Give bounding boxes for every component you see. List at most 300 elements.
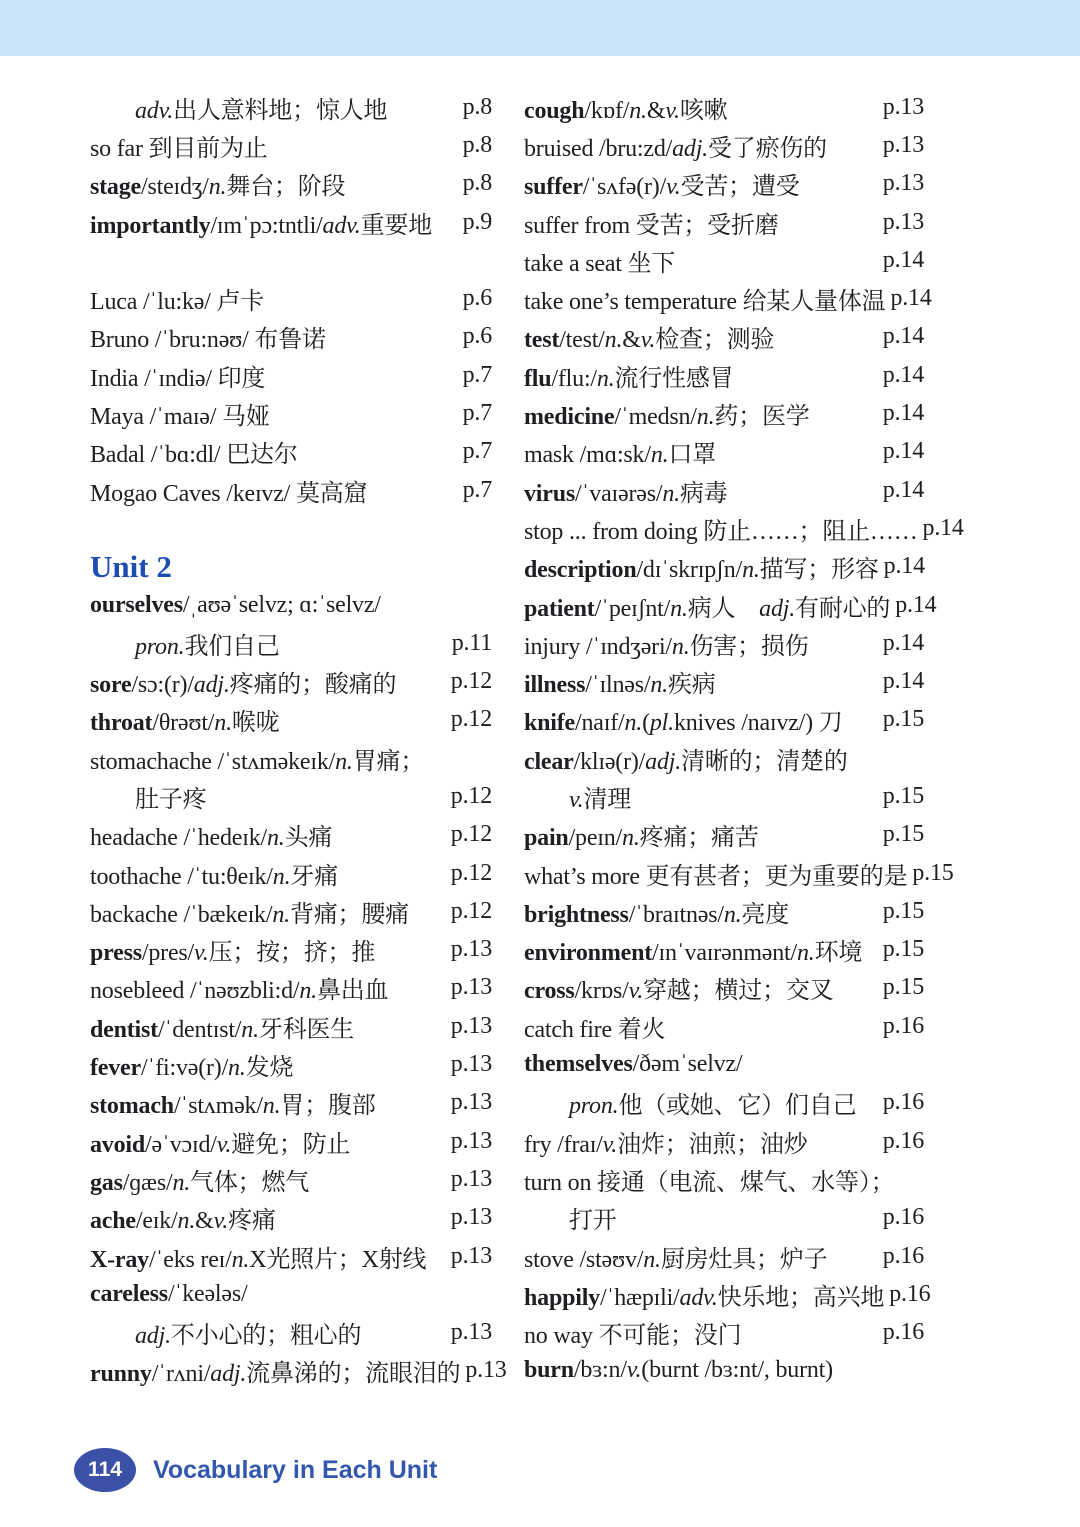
entry-body: Badal /ˈbɑ:dl/ 巴达尔 (90, 442, 298, 469)
entry-body: 重要地 (360, 212, 433, 239)
entry-body: 头痛 (284, 825, 333, 852)
vocab-entry (524, 701, 924, 739)
entry-text (524, 205, 779, 240)
part-of-speech: n. (696, 404, 715, 431)
entry-word: dentist (90, 1016, 158, 1043)
page-ref: p.14 (882, 323, 924, 350)
entry-body: /klɪə(r)/ (573, 748, 646, 775)
entry-body: 快乐地；高兴地 (717, 1284, 885, 1311)
entry-text (524, 626, 809, 661)
entry-text (90, 1124, 350, 1159)
vocab-entry (524, 1045, 924, 1083)
entry-body: 疾病 (667, 672, 716, 699)
entry-body: Bruno /ˈbru:nəʊ/ 布鲁诺 (90, 327, 326, 354)
entry-body: 口罩 (668, 442, 717, 469)
entry-body: turn on 接通（电流、煤气、水等）； (524, 1169, 895, 1196)
vocab-entry (524, 1199, 924, 1237)
entry-word: runny (90, 1361, 152, 1388)
entry-text (135, 626, 280, 661)
entry-body: 出人意料地；惊人地 (173, 97, 388, 124)
entry-body: /ˈvaɪərəs/ (575, 480, 663, 507)
entry-body: stop ... from doing 防止……；阻止…… (524, 518, 918, 545)
entry-word: stomach (90, 1093, 174, 1120)
entry-body: /ðəmˈselvz/ (632, 1051, 743, 1078)
page-ref: p.16 (889, 1280, 931, 1307)
entry-text (135, 90, 387, 125)
entry-text (524, 473, 728, 508)
entry-body: 厨房灶具；炉子 (660, 1246, 828, 1273)
vocab-entry (524, 969, 924, 1007)
entry-body: fry /fraɪ/ (524, 1131, 603, 1158)
vocab-entry (524, 739, 924, 777)
entry-body: 药；医学 (714, 404, 810, 431)
vocab-entry (90, 165, 492, 203)
part-of-speech: v. (628, 978, 644, 1005)
part-of-speech: adj. (672, 135, 708, 162)
entry-word: cross (524, 978, 575, 1005)
entry-body: take a seat 坐下 (524, 250, 676, 277)
page-ref: p.13 (450, 1242, 492, 1269)
part-of-speech: n. (266, 825, 285, 852)
entry-body: headache /ˈhedeɪk/ (90, 825, 267, 852)
entry-text (524, 970, 833, 1005)
page-ref: p.15 (882, 706, 924, 733)
entry-body: /ˌaʊəˈselvz; ɑ:ˈselvz/ (182, 591, 381, 618)
entry-word: virus (524, 480, 576, 507)
vocab-entry (524, 1160, 924, 1198)
spacer-row (90, 509, 492, 547)
entry-word: sore (90, 672, 132, 699)
entry-body: 胃痛； (352, 748, 425, 775)
entry-body: /əˈvɔɪd/ (145, 1131, 217, 1158)
vocab-entry (524, 1084, 924, 1122)
entry-body: (burnt /bɜ:nt/, burnt) (641, 1357, 833, 1384)
part-of-speech: v. (666, 174, 681, 201)
entry-body: suffer from 受苦；受折磨 (524, 212, 779, 239)
vocab-entry (90, 88, 492, 126)
page-ref: p.13 (882, 170, 924, 197)
entry-body: 疼痛的；酸痛的 (229, 672, 397, 699)
page-ref: p.13 (465, 1357, 507, 1384)
vocab-entry (90, 892, 492, 930)
page-ref: p.15 (882, 936, 924, 963)
entry-body: 病人 (687, 595, 760, 622)
entry-text (524, 932, 862, 967)
vocab-entry (90, 471, 492, 509)
entry-body: /dɪˈskrɪpʃn/ (636, 557, 743, 584)
spacer-row (90, 241, 492, 279)
entry-body: /flu:/ (551, 365, 597, 392)
entry-body: 气体；燃气 (190, 1169, 310, 1196)
entry-body: /bɜ:n/ (573, 1357, 627, 1384)
vocab-entry (90, 1275, 492, 1313)
vocab-entry (90, 586, 492, 624)
vocab-entry (90, 433, 492, 471)
entry-body: 伤害；损伤 (689, 633, 809, 660)
vocab-entry (90, 1160, 492, 1198)
page-ref: p.16 (882, 1319, 924, 1346)
entry-body: X光照片；X射线 (249, 1246, 427, 1273)
page-ref: p.7 (462, 361, 492, 388)
entry-text (90, 1239, 426, 1274)
vocab-column-left (90, 88, 507, 1390)
entry-body: 发烧 (245, 1055, 294, 1082)
vocab-entry (524, 203, 924, 241)
page-ref: p.11 (451, 629, 492, 656)
page-ref: p.7 (462, 438, 492, 465)
page-ref: p.12 (450, 897, 492, 924)
vocab-entry (524, 1352, 924, 1390)
vocab-entry (90, 854, 492, 892)
entry-word: test (524, 327, 560, 354)
entry-word: stage (90, 174, 141, 201)
entry-body: 亮度 (741, 901, 790, 928)
entry-word: importantly (90, 212, 211, 239)
page-number-badge: 114 (74, 1448, 136, 1492)
entry-text (90, 396, 270, 431)
entry-text (90, 166, 345, 201)
vocab-entry (90, 777, 492, 815)
entry-body: /kɒf/ (584, 97, 630, 124)
footer-section-title: Vocabulary in Each Unit (153, 1455, 438, 1484)
page-ref: p.13 (450, 974, 492, 1001)
entry-body: /test/ (559, 327, 605, 354)
page-ref: p.16 (882, 1012, 924, 1039)
vocab-entry (524, 433, 924, 471)
part-of-speech: n. (208, 174, 227, 201)
entry-text (90, 358, 265, 393)
part-of-speech: n. (596, 365, 615, 392)
page-ref: p.14 (922, 514, 964, 541)
entry-body: Luca /ˈlu:kə/ 卢卡 (90, 289, 265, 316)
page-ref: p.13 (882, 131, 924, 158)
entry-text (524, 396, 810, 431)
entry-text (90, 1281, 247, 1308)
vocab-entry (90, 1314, 492, 1352)
vocab-entry (524, 1007, 924, 1045)
entry-body: 鼻出血 (316, 978, 389, 1005)
page-ref: p.16 (882, 1204, 924, 1231)
entry-text (524, 511, 918, 546)
page-ref: p.8 (462, 170, 492, 197)
entry-body: no way 不可能；没门 (524, 1323, 742, 1350)
part-of-speech: v. (194, 940, 209, 967)
entry-text (524, 434, 716, 469)
page-ref: p.13 (450, 1051, 492, 1078)
entry-text (90, 1009, 354, 1044)
vocab-entry (90, 1084, 492, 1122)
entry-body: 病毒 (679, 480, 728, 507)
entry-body: Mogao Caves /keɪvz/ 莫高窟 (90, 480, 368, 507)
part-of-speech: pron. (135, 633, 185, 660)
vocab-entry (524, 816, 924, 854)
page-ref: p.6 (462, 285, 492, 312)
entry-word: suffer (524, 174, 583, 201)
entry-body: 受了瘀伤的 (707, 135, 827, 162)
vocab-entry (524, 509, 964, 547)
entry-text (524, 1277, 884, 1312)
entry-word: throat (90, 710, 153, 737)
entry-word: clear (524, 748, 574, 775)
entry-body: /ˈbraɪtnəs/ (628, 901, 724, 928)
entry-word: themselves (524, 1051, 633, 1078)
entry-text (524, 549, 879, 584)
page-ref: p.13 (882, 208, 924, 235)
entry-text (524, 1239, 827, 1274)
part-of-speech: adj. (135, 1323, 171, 1350)
entry-word: gas (90, 1169, 123, 1196)
vocab-entry (90, 624, 492, 662)
entry-text (524, 856, 907, 891)
page-ref: p.13 (450, 1012, 492, 1039)
entry-text (524, 817, 759, 852)
entry-text (90, 1085, 376, 1120)
entry-body: /krɒs/ (574, 978, 629, 1005)
entry-word: knife (524, 710, 576, 737)
entry-body: Maya /ˈmaɪə/ 马娅 (90, 404, 270, 431)
entry-text (524, 281, 885, 316)
page-ref: p.15 (882, 897, 924, 924)
entry-body: 穿越；横过；交叉 (643, 978, 834, 1005)
entry-text (524, 894, 789, 929)
entry-body: 清晰的；清楚的 (681, 748, 848, 775)
page-ref: p.14 (882, 476, 924, 503)
part-of-speech: n. (650, 442, 669, 469)
entry-word: burn (524, 1357, 574, 1384)
entry-body: knives /naɪvz/) 刀 (673, 710, 843, 737)
entry-word: X-ray (90, 1246, 149, 1273)
page-ref: p.14 (882, 629, 924, 656)
part-of-speech: n. (228, 1055, 246, 1082)
page-ref: p.14 (895, 591, 937, 618)
entry-word: illness (524, 672, 586, 699)
part-of-speech: n. (172, 1169, 191, 1196)
part-of-speech: n. (231, 1246, 250, 1273)
vocab-entry (90, 739, 492, 777)
entry-body: ( (642, 710, 650, 737)
vocab-entry (90, 318, 492, 356)
page-ref: p.15 (882, 782, 924, 809)
entry-text (90, 1353, 460, 1388)
entry-body: 避免；防止 (231, 1131, 351, 1158)
vocab-entry (524, 241, 924, 279)
entry-body: /ˈfi:və(r)/ (140, 1055, 229, 1082)
entry-word: happily (524, 1284, 600, 1311)
entry-text (524, 1124, 808, 1159)
entry-text (524, 664, 716, 699)
page-ref: p.16 (882, 1242, 924, 1269)
page-ref: p.14 (882, 438, 924, 465)
vocab-entry (90, 1045, 492, 1083)
entry-text (90, 817, 332, 852)
entry-text (90, 434, 298, 469)
page-ref: p.15 (882, 821, 924, 848)
part-of-speech: n. (629, 97, 647, 124)
entry-body: 胃；腹部 (280, 1093, 376, 1120)
entry-body: 压；按；挤；推 (208, 940, 376, 967)
entry-text (524, 1051, 742, 1078)
entry-body: toothache /ˈtu:θeɪk/ (90, 863, 273, 890)
entry-word: cough (524, 97, 585, 124)
entry-word: description (524, 557, 637, 584)
entry-text (135, 779, 206, 814)
entry-body: 打开 (569, 1208, 617, 1235)
entry-body: 疼痛 (228, 1208, 276, 1235)
page-ref: p.15 (912, 859, 954, 886)
entry-text (524, 128, 827, 163)
entry-body: stomachache /ˈstʌməkeɪk/ (90, 748, 336, 775)
part-of-speech: v. (213, 1208, 229, 1235)
part-of-speech: adv. (322, 212, 361, 239)
page-ref: p.12 (450, 782, 492, 809)
entry-text (90, 1200, 276, 1235)
entry-body: /ɡæs/ (122, 1169, 173, 1196)
entry-body: /sɔ:(r)/ (131, 672, 194, 699)
entry-body: /ˈɪlnəs/ (585, 672, 651, 699)
part-of-speech: n. (662, 480, 680, 507)
vocab-entry (90, 203, 492, 241)
vocab-entry (524, 394, 924, 432)
entry-word: press (90, 940, 142, 967)
entry-text (524, 319, 774, 354)
entry-body: /ˈeks reɪ/ (148, 1246, 232, 1273)
vocab-column-right (524, 88, 964, 1390)
vocab-entry (524, 318, 924, 356)
entry-body: /ˈstʌmək/ (173, 1093, 263, 1120)
vocab-entry (524, 586, 937, 624)
entry-body: /ˈdentɪst/ (157, 1016, 242, 1043)
entry-word: avoid (90, 1131, 146, 1158)
part-of-speech: n. (670, 595, 688, 622)
part-of-speech: n. (723, 901, 742, 928)
entry-text (524, 1009, 665, 1044)
entry-body: /ˈhæpɪli/ (599, 1284, 680, 1311)
page-ref: p.12 (450, 821, 492, 848)
page-ref: p.13 (450, 1204, 492, 1231)
entry-text (524, 741, 848, 776)
entry-body: 肚子疼 (135, 786, 207, 813)
entry-body: 喉咙 (231, 710, 280, 737)
page-ref: p.15 (882, 974, 924, 1001)
part-of-speech: adv. (679, 1284, 718, 1311)
part-of-speech: adj. (193, 672, 230, 699)
entry-body: /peɪn/ (568, 825, 623, 852)
part-of-speech: n. (796, 940, 815, 967)
entry-text (90, 205, 432, 240)
vocab-entry (524, 662, 924, 700)
part-of-speech: v. (216, 1131, 232, 1158)
entry-body: 舞台；阶段 (226, 174, 346, 201)
part-of-speech: n. (272, 901, 290, 928)
entry-body: 流鼻涕的；流眼泪的 (246, 1361, 461, 1388)
vocab-entry (524, 777, 924, 815)
page-ref: p.12 (450, 668, 492, 695)
entry-body: 流行性感冒 (614, 365, 734, 392)
page-ref: p.12 (450, 706, 492, 733)
entry-text (524, 1357, 833, 1384)
entry-body: 环境 (814, 940, 863, 967)
vocab-entry (524, 1314, 924, 1352)
part-of-speech: n. (177, 1208, 196, 1235)
entry-text (524, 243, 675, 278)
part-of-speech: pron. (569, 1093, 619, 1120)
entry-text (90, 970, 388, 1005)
entry-body: catch fire 着火 (524, 1016, 666, 1043)
entry-word: medicine (524, 404, 615, 431)
part-of-speech: n. (604, 327, 623, 354)
entry-body: 牙痛 (290, 863, 338, 890)
vocab-entry (524, 279, 932, 317)
entry-body: 受苦；遭受 (680, 174, 800, 201)
part-of-speech: n. (742, 557, 760, 584)
page-ref: p.13 (450, 1319, 492, 1346)
entry-body: /steɪdʒ/ (141, 174, 209, 201)
entry-body: /ɪnˈvaɪrənmənt/ (652, 940, 797, 967)
entry-text (90, 592, 381, 619)
entry-body: & (622, 327, 641, 354)
vocab-entry (524, 88, 924, 126)
vocab-entry (90, 701, 492, 739)
part-of-speech: adj. (210, 1361, 247, 1388)
entry-body: 不小心的；粗心的 (170, 1323, 362, 1350)
vocab-entry (90, 969, 492, 1007)
part-of-speech: adv. (135, 97, 174, 124)
entry-body: 疼痛；痛苦 (639, 825, 759, 852)
part-of-speech: n. (671, 633, 690, 660)
page-top-banner (0, 0, 1080, 56)
vocab-entry (524, 624, 924, 662)
part-of-speech: v. (626, 1357, 642, 1384)
entry-body: injury /ˈɪndʒəri/ (524, 633, 672, 660)
page-ref: p.14 (882, 361, 924, 388)
vocab-entry (90, 662, 492, 700)
part-of-speech: n. (643, 1246, 661, 1273)
entry-text (90, 281, 264, 316)
entry-text (524, 166, 800, 201)
part-of-speech: n. (262, 1093, 281, 1120)
entry-body: /naɪf/ (575, 710, 625, 737)
vocab-entry (524, 892, 924, 930)
vocab-entry (524, 471, 924, 509)
vocab-entry (90, 1352, 507, 1390)
entry-text (524, 702, 843, 737)
vocab-entry (90, 931, 492, 969)
page-ref: p.8 (462, 93, 492, 120)
page-ref: p.13 (882, 93, 924, 120)
part-of-speech: v. (665, 97, 680, 124)
entry-word: ache (90, 1208, 136, 1235)
vocab-entry (90, 1199, 492, 1237)
entry-text (524, 588, 890, 623)
page-ref: p.13 (450, 1165, 492, 1192)
entry-body: 咳嗽 (679, 97, 728, 124)
entry-word: brightness (524, 901, 629, 928)
entry-text (569, 779, 631, 814)
entry-body: /eɪk/ (135, 1208, 178, 1235)
entry-word: environment (524, 940, 653, 967)
part-of-speech: n. (650, 672, 668, 699)
entry-body: 清理 (583, 786, 632, 813)
unit-heading (90, 548, 492, 586)
entry-text (90, 856, 338, 891)
entry-body: backache /ˈbækeɪk/ (90, 901, 273, 928)
entry-text (90, 1047, 293, 1082)
page-ref: p.14 (882, 400, 924, 427)
entry-word: pain (524, 825, 569, 852)
entry-word: patient (524, 595, 595, 622)
entry-body: 背痛；腰痛 (289, 901, 409, 928)
entry-body: /ɪmˈpɔ:tntli/ (210, 212, 323, 239)
